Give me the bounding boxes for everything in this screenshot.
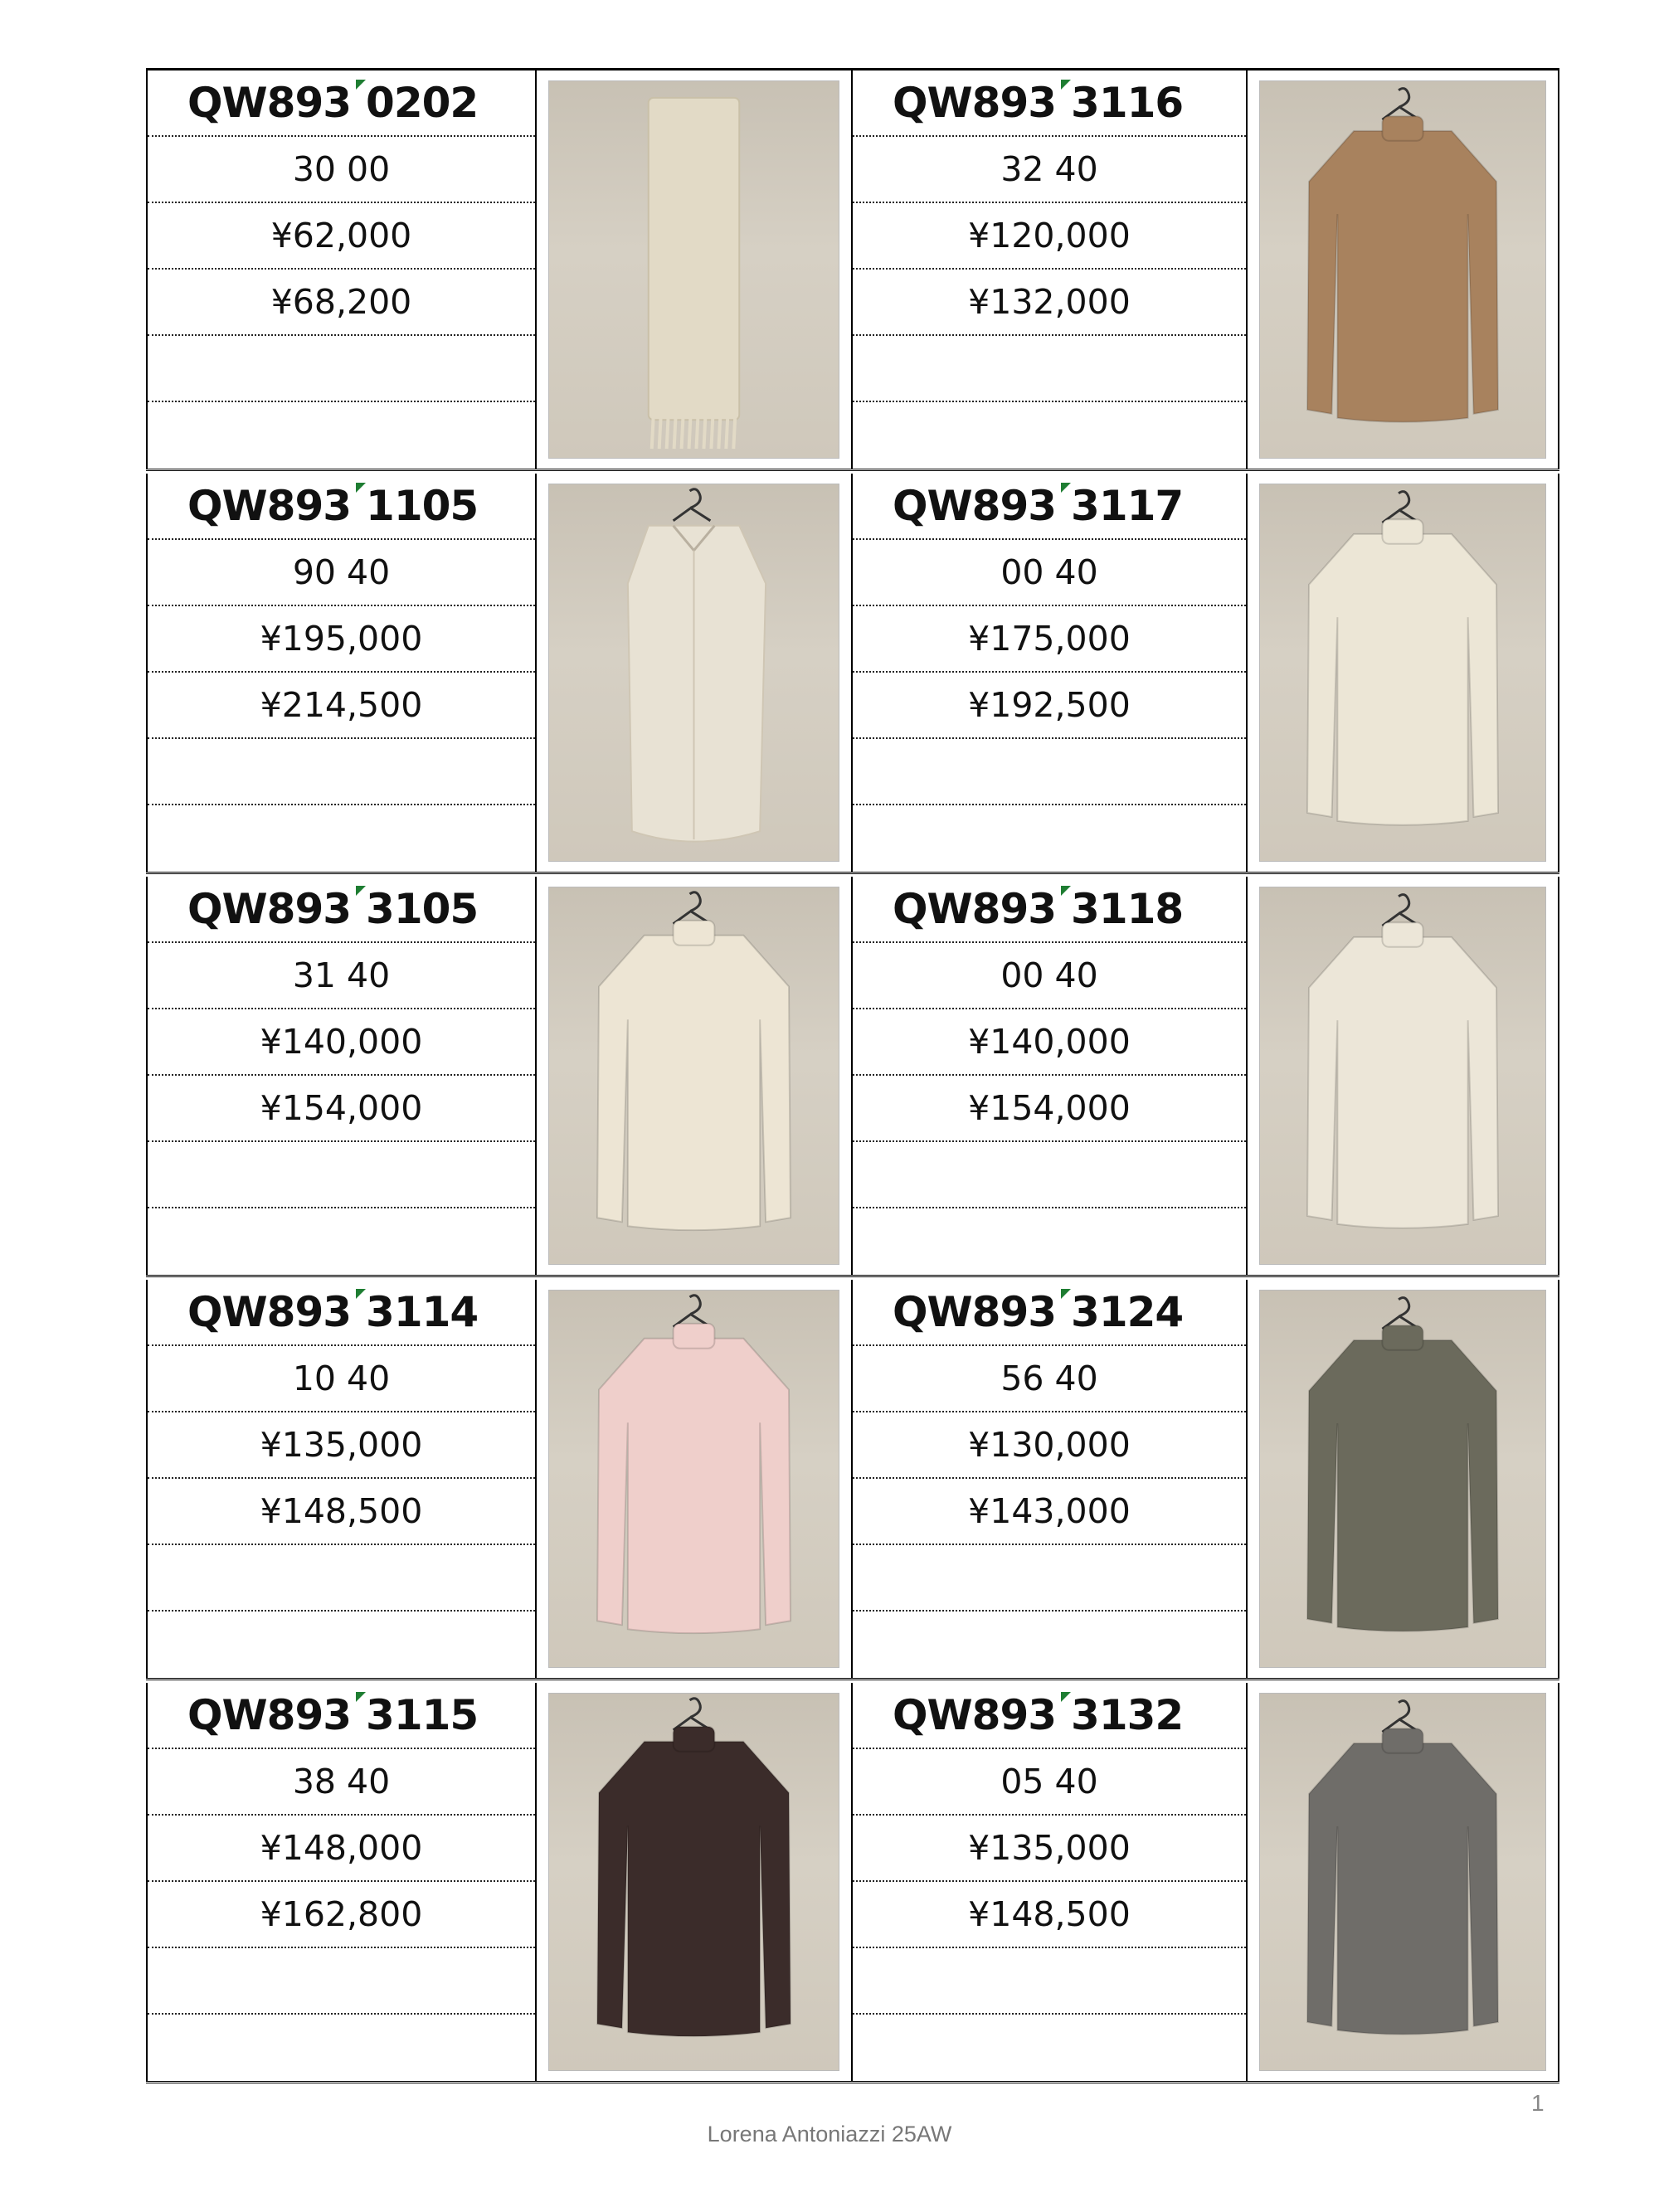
product-photo-cell — [537, 1280, 853, 1678]
empty-row — [853, 1545, 1246, 1612]
product-info — [146, 1280, 537, 1678]
product-code — [148, 1280, 535, 1346]
price-with-tax: ¥143,000 — [853, 1479, 1246, 1545]
product-photo-cell — [537, 70, 853, 469]
product-code-prefix: QW893 — [187, 1288, 352, 1336]
sweater-image — [1259, 887, 1546, 1265]
product-code-prefix: QW893 — [893, 885, 1057, 933]
product-code — [148, 1683, 535, 1749]
page-number: 1 — [1531, 2090, 1545, 2116]
comment-marker-icon — [356, 483, 366, 493]
price: ¥130,000 — [853, 1412, 1246, 1479]
price-with-tax: ¥214,500 — [148, 673, 535, 739]
empty-row — [148, 805, 535, 872]
product-card — [853, 1280, 1559, 1678]
product-code-prefix: QW893 — [187, 885, 352, 933]
product-card — [853, 70, 1559, 469]
empty-row — [853, 2015, 1246, 2081]
comment-marker-icon — [356, 1692, 366, 1702]
product-sheet — [146, 68, 1559, 2100]
color-size-code: 31 40 — [148, 943, 535, 1009]
price-with-tax: ¥132,000 — [853, 270, 1246, 336]
comment-marker-icon — [1061, 483, 1071, 493]
product-code-suffix: 3132 — [1071, 1691, 1184, 1739]
color-size-code: 56 40 — [853, 1346, 1246, 1412]
comment-marker-icon — [1061, 1692, 1071, 1702]
empty-row — [853, 402, 1246, 469]
product-band — [146, 1683, 1559, 2083]
product-card — [146, 70, 853, 469]
color-size-code: 30 00 — [148, 137, 535, 203]
product-card — [146, 1683, 853, 2081]
price: ¥175,000 — [853, 606, 1246, 673]
product-code-prefix: QW893 — [893, 1691, 1057, 1739]
product-code-suffix: 3115 — [366, 1691, 479, 1739]
sweater-image — [548, 1290, 839, 1668]
product-photo-cell — [1248, 1280, 1559, 1678]
product-code — [853, 1683, 1246, 1749]
product-code-prefix: QW893 — [187, 79, 352, 127]
product-code-prefix: QW893 — [893, 1288, 1057, 1336]
empty-row — [148, 336, 535, 402]
comment-marker-icon — [356, 1289, 366, 1299]
price-with-tax: ¥148,500 — [853, 1882, 1246, 1948]
product-code — [148, 70, 535, 137]
price-with-tax: ¥154,000 — [148, 1076, 535, 1142]
product-info — [853, 877, 1248, 1275]
product-code-suffix: 3114 — [366, 1288, 479, 1336]
product-photo-cell — [537, 877, 853, 1275]
sweater-image — [1259, 1693, 1546, 2071]
price-with-tax: ¥148,500 — [148, 1479, 535, 1545]
sweater-image — [1259, 1290, 1546, 1668]
product-code-suffix: 3124 — [1071, 1288, 1184, 1336]
empty-row — [148, 2015, 535, 2081]
product-code — [148, 474, 535, 540]
empty-row — [148, 739, 535, 805]
sweater-image — [1259, 80, 1546, 459]
product-code — [148, 877, 535, 943]
product-card — [853, 1683, 1559, 2081]
product-photo-cell — [1248, 1683, 1559, 2081]
comment-marker-icon — [1061, 1289, 1071, 1299]
price-with-tax: ¥154,000 — [853, 1076, 1246, 1142]
product-code-prefix: QW893 — [187, 1691, 352, 1739]
price: ¥195,000 — [148, 606, 535, 673]
product-info — [853, 474, 1248, 872]
price: ¥120,000 — [853, 203, 1246, 270]
product-code-suffix: 3118 — [1071, 885, 1184, 933]
color-size-code: 10 40 — [148, 1346, 535, 1412]
price: ¥140,000 — [148, 1009, 535, 1076]
scarf-image — [548, 80, 839, 459]
empty-row — [853, 336, 1246, 402]
empty-row — [148, 402, 535, 469]
product-code — [853, 474, 1246, 540]
price-with-tax: ¥192,500 — [853, 673, 1246, 739]
empty-row — [853, 1948, 1246, 2015]
price-with-tax: ¥162,800 — [148, 1882, 535, 1948]
price: ¥62,000 — [148, 203, 535, 270]
product-info — [853, 70, 1248, 469]
sweater-image — [548, 1693, 839, 2071]
empty-row — [853, 1208, 1246, 1275]
product-code — [853, 1280, 1246, 1346]
color-size-code: 05 40 — [853, 1749, 1246, 1816]
product-info — [146, 1683, 537, 2081]
product-code-suffix: 3105 — [366, 885, 479, 933]
color-size-code: 32 40 — [853, 137, 1246, 203]
product-photo-cell — [537, 474, 853, 872]
empty-row — [853, 805, 1246, 872]
product-photo-cell — [537, 1683, 853, 2081]
product-code — [853, 877, 1246, 943]
footer-brand-season: Lorena Antoniazzi 25AW — [707, 2122, 952, 2146]
empty-row — [148, 1545, 535, 1612]
product-band — [146, 1280, 1559, 1680]
product-card — [146, 474, 853, 872]
empty-row — [148, 1948, 535, 2015]
color-size-code: 90 40 — [148, 540, 535, 606]
shirt-image — [548, 484, 839, 862]
empty-row — [148, 1612, 535, 1678]
sweater-image — [548, 887, 839, 1265]
sweater-image — [1259, 484, 1546, 862]
price: ¥140,000 — [853, 1009, 1246, 1076]
product-code-suffix: 1105 — [366, 482, 479, 530]
product-code-suffix: 3116 — [1071, 79, 1184, 127]
product-code-prefix: QW893 — [893, 482, 1057, 530]
product-band — [146, 474, 1559, 874]
product-info — [146, 474, 537, 872]
empty-row — [853, 1612, 1246, 1678]
product-info — [146, 877, 537, 1275]
product-card — [146, 1280, 853, 1678]
product-code-prefix: QW893 — [893, 79, 1057, 127]
product-info — [853, 1683, 1248, 2081]
product-band — [146, 877, 1559, 1277]
color-size-code: 00 40 — [853, 540, 1246, 606]
price: ¥135,000 — [853, 1816, 1246, 1882]
comment-marker-icon — [356, 80, 366, 90]
price-with-tax: ¥68,200 — [148, 270, 535, 336]
price: ¥148,000 — [148, 1816, 535, 1882]
comment-marker-icon — [1061, 80, 1071, 90]
product-code-suffix: 0202 — [366, 79, 479, 127]
empty-row — [148, 1142, 535, 1208]
product-card — [146, 877, 853, 1275]
product-code-suffix: 3117 — [1071, 482, 1184, 530]
empty-row — [148, 1208, 535, 1275]
product-band — [146, 70, 1559, 471]
comment-marker-icon — [356, 886, 366, 896]
product-card — [853, 877, 1559, 1275]
price: ¥135,000 — [148, 1412, 535, 1479]
product-info — [146, 70, 537, 469]
product-photo-cell — [1248, 70, 1559, 469]
product-info — [853, 1280, 1248, 1678]
product-code — [853, 70, 1246, 137]
color-size-code: 00 40 — [853, 943, 1246, 1009]
color-size-code: 38 40 — [148, 1749, 535, 1816]
product-photo-cell — [1248, 877, 1559, 1275]
product-photo-cell — [1248, 474, 1559, 872]
product-code-prefix: QW893 — [187, 482, 352, 530]
empty-row — [853, 1142, 1246, 1208]
empty-row — [853, 739, 1246, 805]
comment-marker-icon — [1061, 886, 1071, 896]
product-card — [853, 474, 1559, 872]
